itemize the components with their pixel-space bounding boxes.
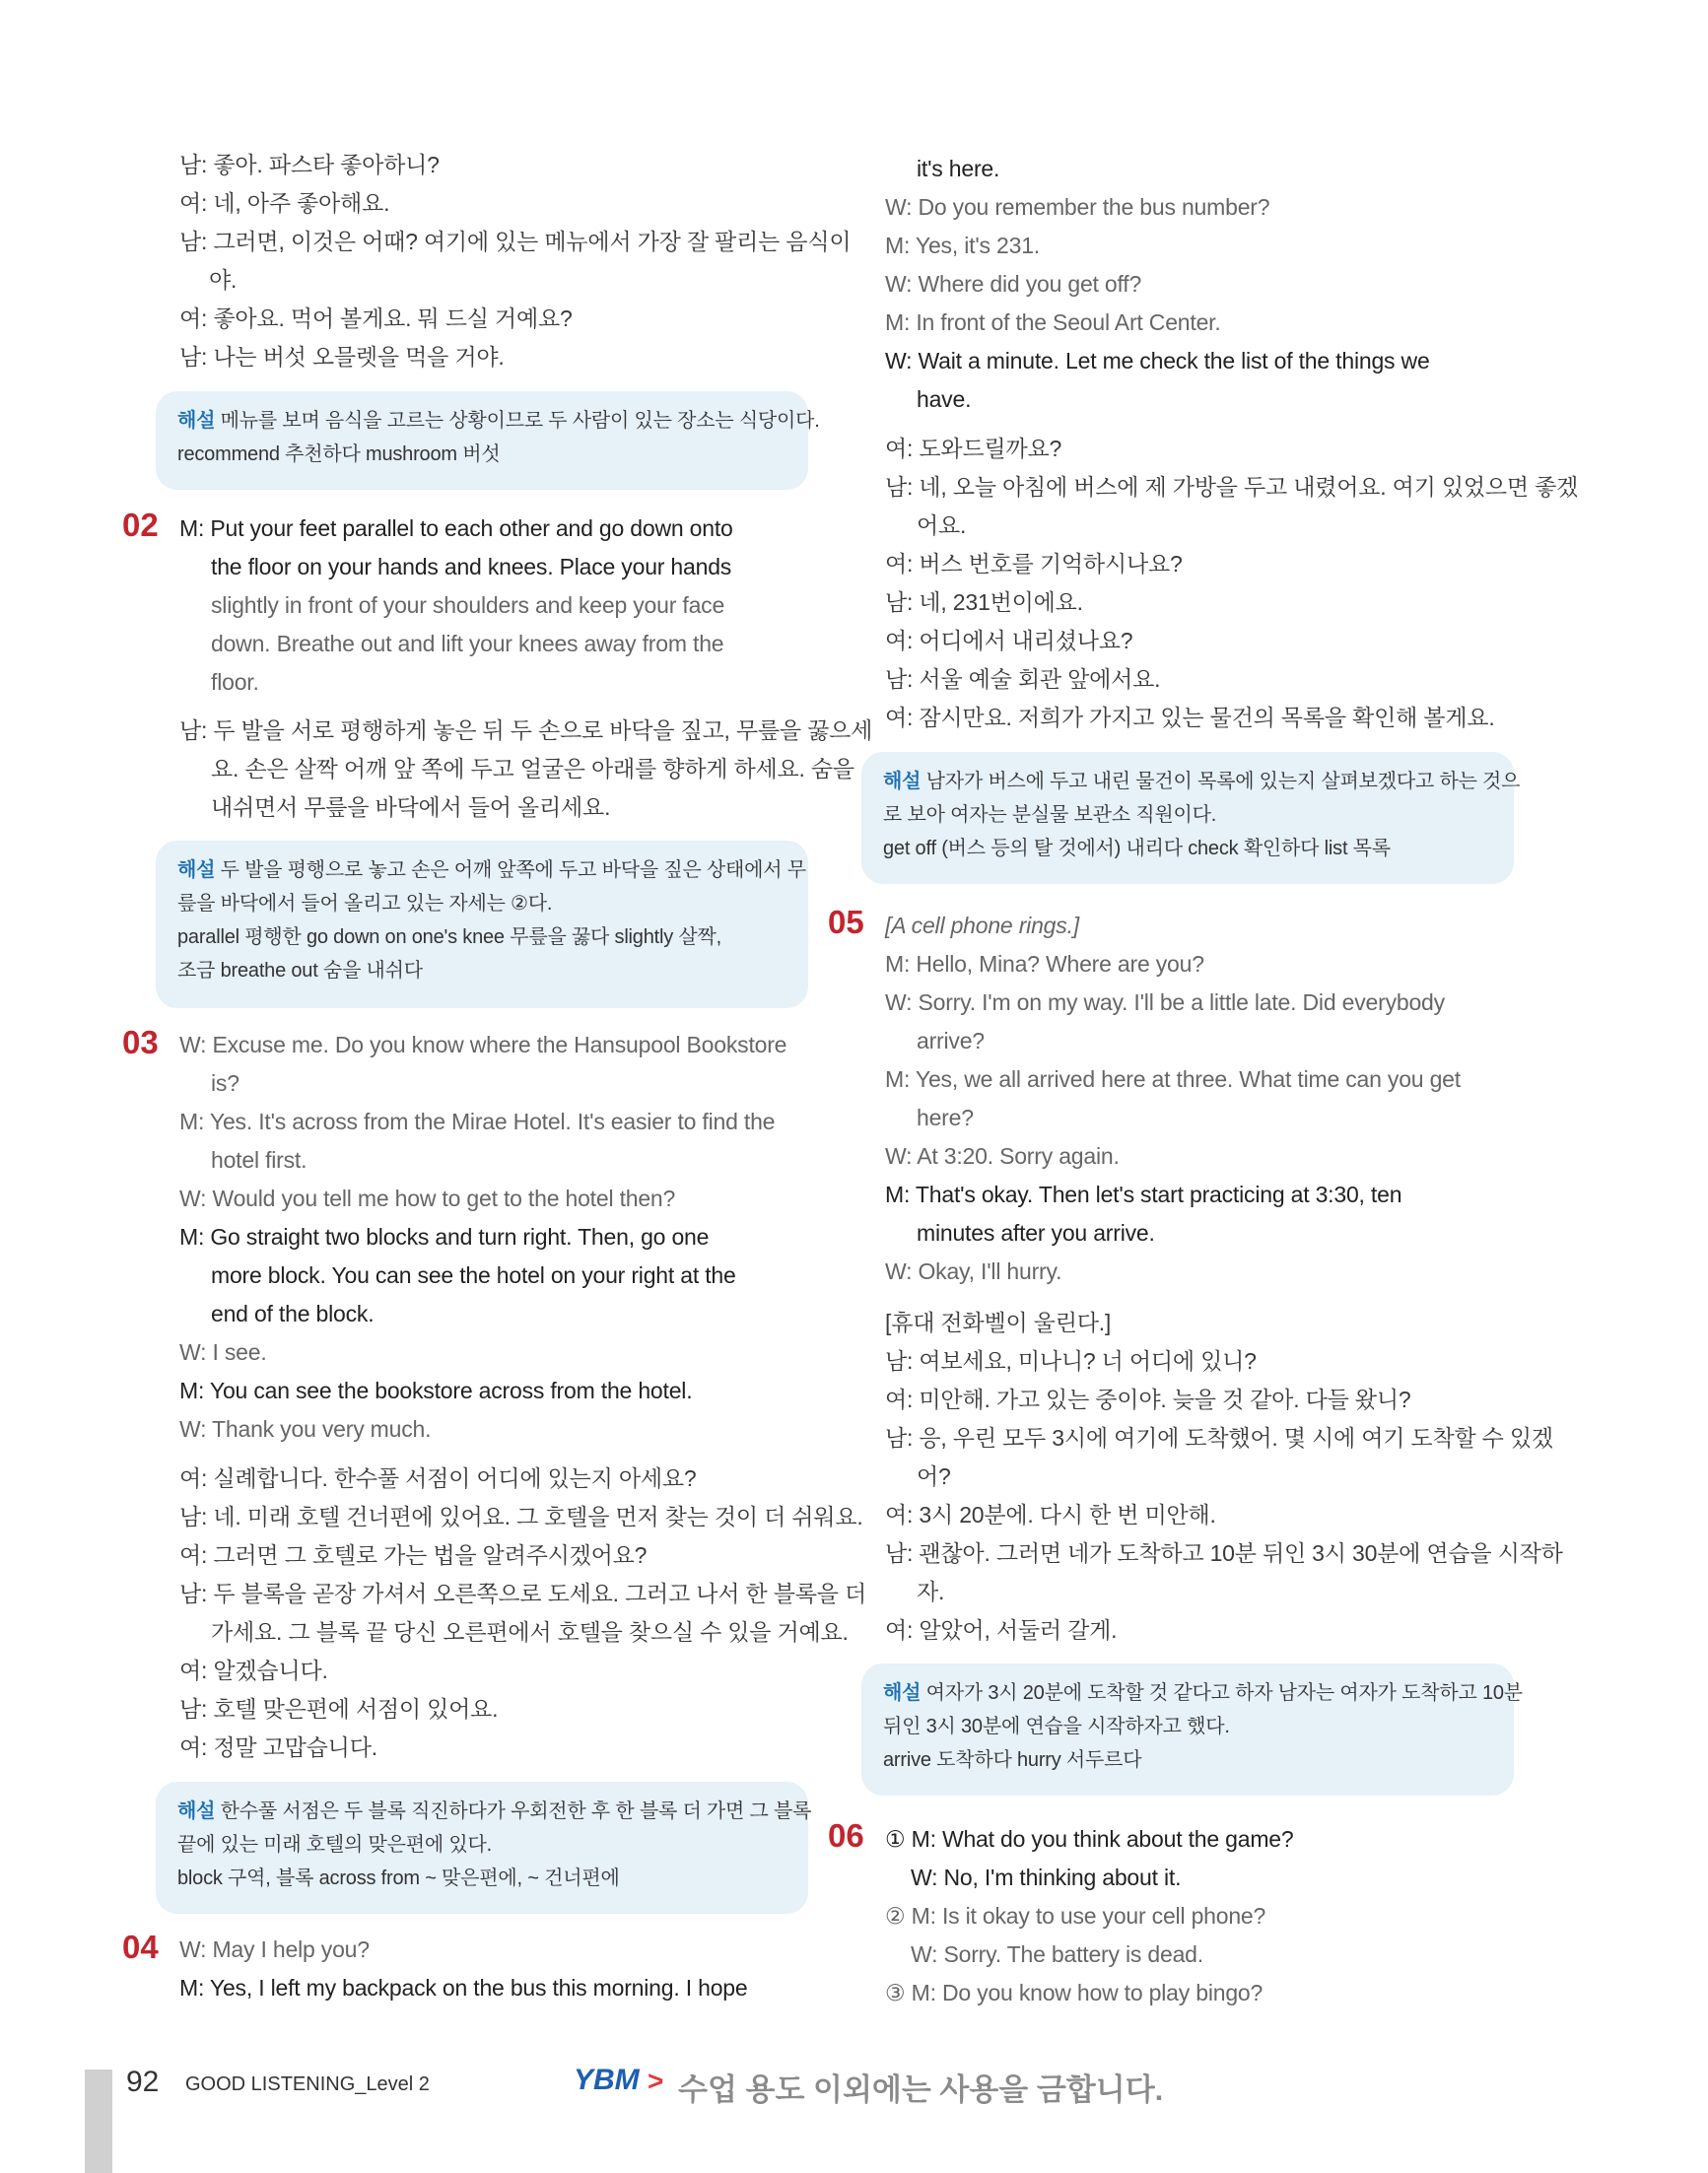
explanation-label: 해설 (177, 859, 216, 881)
question-number-04: 04 (122, 1929, 159, 1965)
q05-en-line: W: Sorry. I'm on my way. I'll be a little late. Did everybody (885, 989, 1445, 1015)
q01-ko-line: 여: 좋아요. 먹어 볼게요. 뭐 드실 거예요? (179, 306, 573, 331)
q03-ko-line: 여: 실례합니다. 한수풀 서점이 어디에 있는지 아세요? (179, 1465, 697, 1491)
q03-en-line: W: Would you tell me how to get to the hotel then? (179, 1186, 676, 1211)
explanation-text: 남자가 버스에 두고 내린 물건이 목록에 있는지 살펴보겠다고 하는 것으 (921, 771, 1521, 792)
explanation-label: 해설 (883, 1682, 922, 1704)
q04-ko-line: 여: 도와드릴까요? (885, 436, 1062, 461)
explanation-line: 끝에 있는 미래 호텔의 맞은편에 있다. (177, 1834, 492, 1856)
usage-notice: 수업 용도 이외에는 사용을 금합니다. (678, 2072, 1164, 2107)
explanation-box-02 (156, 841, 808, 1008)
vocab-line: get off (버스 등의 탈 것에서) 내리다 check 확인하다 list 목록 (883, 838, 1391, 859)
question-number-06: 06 (828, 1817, 864, 1854)
q05-en-line: M: Hello, Mina? Where are you? (885, 951, 1204, 977)
q03-en-line: M: Yes. It's across from the Mirae Hotel. It's easier to find the (179, 1109, 776, 1134)
chevron-right-icon: > (648, 2066, 664, 2096)
q01-ko-line: 야. (209, 267, 238, 293)
vocab-line: block 구역, 블록 across from ~ 맞은편에, ~ 건너편에 (177, 1867, 620, 1889)
q04-en-line: M: In front of the Seoul Art Center. (885, 309, 1221, 335)
q04-en-line: W: Wait a minute. Let me check the list of the things we (885, 348, 1430, 373)
explanation-text: 여자가 3시 20분에 도착할 것 같다고 하자 남자는 여자가 도착하고 10분 (921, 1682, 1523, 1704)
explanation-line (177, 407, 820, 435)
q04-en-line: have. (917, 386, 972, 412)
explanation-box-04 (861, 752, 1521, 884)
vocab-line: 조금 breathe out 숨을 내쉬다 (177, 960, 423, 982)
q04-en-line: it's here. (917, 156, 1000, 181)
explanation-line (177, 856, 806, 884)
vocab-line: arrive 도착하다 hurry 서두르다 (883, 1749, 1142, 1771)
q04-en-line: W: Where did you get off? (885, 271, 1142, 297)
q01-ko-line: 남: 그러면, 이것은 어때? 여기에 있는 메뉴에서 가장 잘 팔리는 음식이 (179, 229, 852, 254)
q04-en-line: M: Yes, I left my backpack on the bus this morning. I hope (179, 1975, 748, 2001)
q03-en-line: hotel first. (211, 1147, 307, 1173)
explanation-line: 뒤인 3시 30분에 연습을 시작하자고 했다. (883, 1716, 1230, 1737)
q01-ko-line: 여: 네, 아주 좋아해요. (179, 190, 390, 216)
explanation-text: 두 발을 평행으로 놓고 손은 어깨 앞쪽에 두고 바닥을 짚은 상태에서 무 (215, 859, 806, 881)
footer-margin-bar (85, 2070, 112, 2173)
q06-en-line: ② M: Is it okay to use your cell phone? (885, 1903, 1266, 1929)
q03-ko-line: 여: 정말 고맙습니다. (179, 1734, 377, 1760)
q04-ko-line: 여: 버스 번호를 기억하시나요? (885, 551, 1183, 577)
q04-en-line: M: Yes, it's 231. (885, 233, 1040, 258)
q04-ko-line: 여: 어디에서 내리셨나요? (885, 628, 1133, 653)
q05-en-line: arrive? (917, 1028, 985, 1053)
q03-en-line: is? (211, 1070, 239, 1096)
q02-en-line: down. Breathe out and lift your knees away from the (211, 631, 724, 656)
explanation-box-05 (861, 1664, 1523, 1796)
book-title: GOOD LISTENING_Level 2 (185, 2073, 430, 2095)
q05-ko-line: 여: 미안해. 가고 있는 중이야. 늦을 것 같아. 다들 왔니? (885, 1387, 1411, 1412)
q05-ko-line: 여: 3시 20분에. 다시 한 번 미안해. (885, 1502, 1216, 1528)
vocab-line: recommend 추천하다 mushroom 버섯 (177, 443, 501, 465)
q04-en-line: W: Do you remember the bus number? (885, 194, 1270, 220)
q01-ko-line: 남: 나는 버섯 오믈렛을 먹을 거야. (179, 344, 505, 370)
q05-ko-line: 남: 응, 우린 모두 3시에 여기에 도착했어. 몇 시에 여기 도착할 수 있겠 (885, 1425, 1553, 1451)
q05-ko-line: 어? (917, 1463, 951, 1489)
q06-en-line: ③ M: Do you know how to play bingo? (885, 1980, 1264, 2005)
q03-en-line: W: Thank you very much. (179, 1416, 432, 1442)
explanation-box-03 (156, 1782, 812, 1914)
explanation-line (177, 1798, 811, 1825)
page-number: 92 (126, 2066, 160, 2098)
q05-ko-line: 여: 알았어, 서둘러 갈게. (885, 1617, 1118, 1643)
q05-en-line: M: Yes, we all arrived here at three. What time can you get (885, 1066, 1461, 1092)
q05-en-line: W: At 3:20. Sorry again. (885, 1143, 1120, 1169)
explanation-box-01 (156, 391, 820, 490)
explanation-line: 릎을 바닥에서 들어 올리고 있는 자세는 ②다. (177, 893, 553, 915)
explanation-label: 해설 (177, 1800, 216, 1822)
q05-en-line: here? (917, 1105, 974, 1130)
q03-ko-line: 남: 네. 미래 호텔 건너편에 있어요. 그 호텔을 먼저 찾는 것이 더 쉬워요. (179, 1504, 863, 1529)
q02-ko-line: 요. 손은 살짝 어깨 앞 쪽에 두고 얼굴은 아래를 향하게 하세요. 숨을 (211, 756, 854, 781)
vocab-line: parallel 평행한 go down on one's knee 무릎을 꿇다 slightly 살짝, (177, 926, 721, 948)
explanation-line (883, 768, 1520, 795)
q01-ko-line: 남: 좋아. 파스타 좋아하니? (179, 152, 440, 177)
q04-en-line: W: May I help you? (179, 1936, 370, 1962)
question-number-05: 05 (828, 904, 864, 940)
explanation-line: 로 보아 여자는 분실물 보관소 직원이다. (883, 804, 1217, 826)
q04-ko-line: 여: 잠시만요. 저희가 가지고 있는 물건의 목록을 확인해 볼게요. (885, 705, 1495, 730)
q03-ko-line: 여: 알겠습니다. (179, 1658, 328, 1683)
q06-en-line: W: No, I'm thinking about it. (911, 1865, 1182, 1890)
q06-en-line: W: Sorry. The battery is dead. (911, 1941, 1203, 1967)
q02-ko-line: 남: 두 발을 서로 평행하게 놓은 뒤 두 손으로 바닥을 짚고, 무릎을 꿇으세 (179, 717, 873, 743)
q03-en-line: M: Go straight two blocks and turn right. Then, go one (179, 1224, 710, 1250)
explanation-text: 한수풀 서점은 두 블록 직진하다가 우회전한 후 한 블록 더 가면 그 블록 (215, 1800, 812, 1822)
q03-ko-line: 여: 그러면 그 호텔로 가는 법을 알려주시겠어요? (179, 1542, 648, 1568)
q03-ko-line: 가세요. 그 블록 끝 당신 오른편에서 호텔을 찾으실 수 있을 거예요. (211, 1619, 849, 1645)
q03-ko-line: 남: 호텔 맞은편에 서점이 있어요. (179, 1696, 499, 1722)
q03-en-line: end of the block. (211, 1301, 375, 1326)
explanation-line (883, 1679, 1523, 1707)
question-number-02: 02 (122, 507, 159, 543)
q02-en-line: the floor on your hands and knees. Place your hands (211, 554, 732, 579)
q03-en-line: W: I see. (179, 1339, 267, 1365)
q03-ko-line: 남: 두 블록을 곧장 가셔서 오른쪽으로 도세요. 그러고 나서 한 블록을 더 (179, 1581, 866, 1606)
explanation-text: 메뉴를 보며 음식을 고르는 상황이므로 두 사람이 있는 장소는 식당이다. (215, 410, 820, 432)
q05-ko-line: 자. (917, 1579, 945, 1604)
q02-ko-line: 내쉬면서 무릎을 바닥에서 들어 올리세요. (211, 794, 611, 820)
q06-en-line: ① M: What do you think about the game? (885, 1826, 1294, 1852)
explanation-label: 해설 (883, 771, 922, 792)
q04-ko-line: 남: 네, 231번이에요. (885, 589, 1083, 615)
q03-en-line: M: You can see the bookstore across from the hotel. (179, 1378, 693, 1403)
explanation-label: 해설 (177, 410, 216, 432)
q04-ko-line: 남: 네, 오늘 아침에 버스에 제 가방을 두고 내렸어요. 여기 있었으면 좋겠 (885, 474, 1579, 500)
q03-en-line: more block. You can see the hotel on your right at the (211, 1262, 736, 1288)
q04-ko-line: 어요. (917, 512, 967, 538)
publisher-logo: YBM (574, 2064, 640, 2096)
q05-ko-line: [휴대 전화벨이 울린다.] (885, 1310, 1112, 1335)
q03-en-line: W: Excuse me. Do you know where the Hansupool Bookstore (179, 1032, 787, 1057)
q02-en-line: floor. (211, 669, 259, 695)
q02-en-line: slightly in front of your shoulders and keep your face (211, 592, 725, 618)
q02-en-line: M: Put your feet parallel to each other and go down onto (179, 515, 733, 541)
q05-ko-line: 남: 여보세요, 미나니? 너 어디에 있니? (885, 1348, 1257, 1374)
q04-ko-line: 남: 서울 예술 회관 앞에서요. (885, 666, 1161, 692)
q05-en-line: M: That's okay. Then let's start practicing at 3:30, ten (885, 1182, 1402, 1207)
question-number-03: 03 (122, 1024, 159, 1060)
q05-en-line: W: Okay, I'll hurry. (885, 1258, 1062, 1284)
q05-ko-line: 남: 괜찮아. 그러면 네가 도착하고 10분 뒤인 3시 30분에 연습을 시작하 (885, 1540, 1563, 1566)
q05-en-line: [A cell phone rings.] (885, 913, 1079, 938)
q05-en-line: minutes after you arrive. (917, 1220, 1155, 1246)
